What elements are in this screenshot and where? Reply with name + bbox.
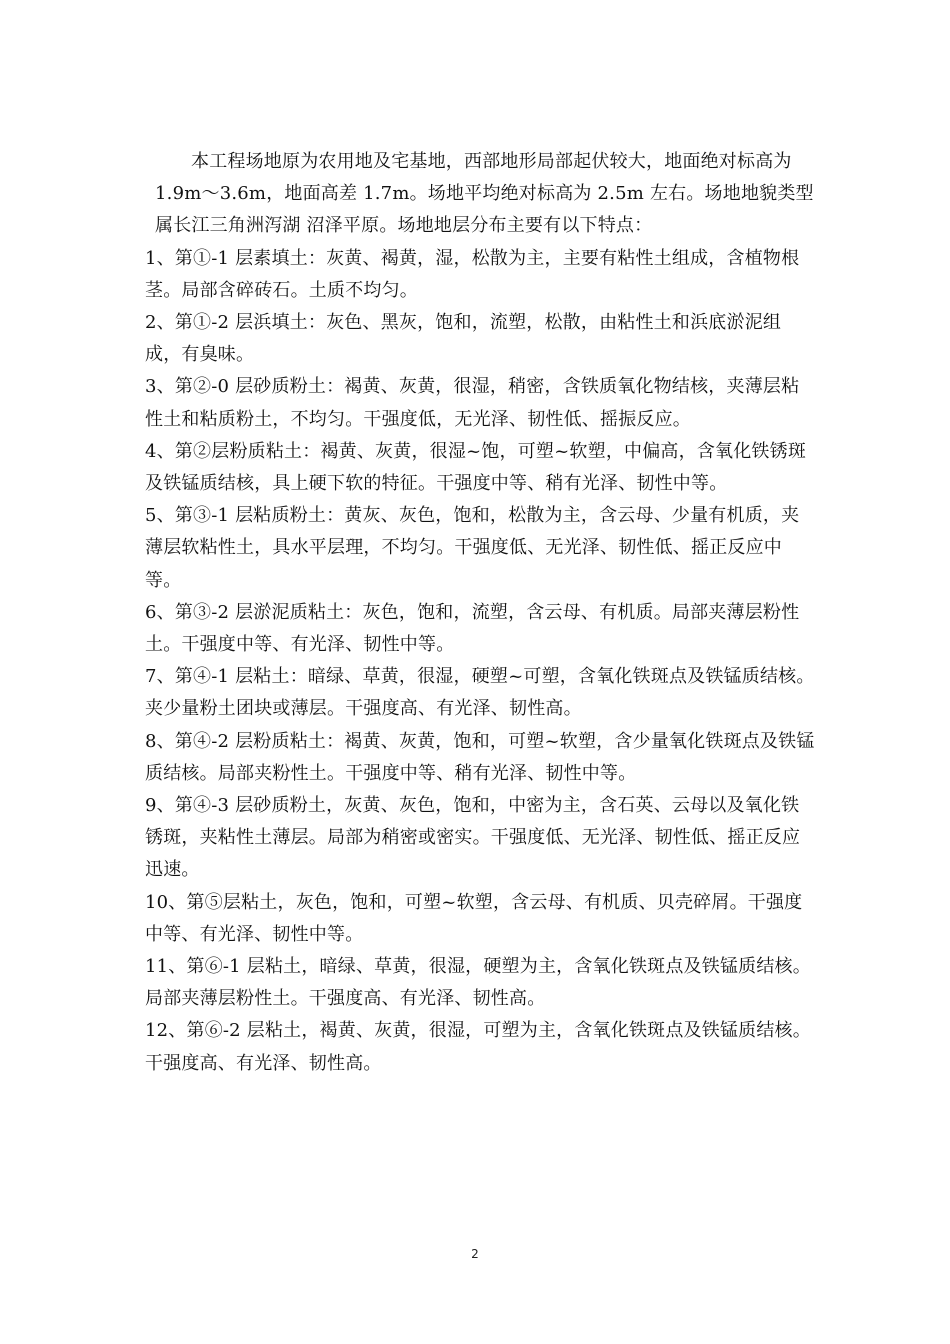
intro-paragraph: 本工程场地原为农用地及宅基地，西部地形局部起伏较大，地面绝对标高为 1.9m～3.6m，地面高差 1.7m。场地平均绝对标高为 2.5m 左右。场地地貌类型属长江三角洲泻湖 沼泽平原。场地地层分布主要有以下特点：: [155, 151, 814, 237]
page-number: 2: [471, 1247, 479, 1261]
layer-item-10: 10、第⑤层粘土，灰色，饱和，可塑~软塑，含云母、有机质、贝壳碎屑。干强度中等、有光泽、韧性中等。: [145, 891, 803, 945]
layer-item-6: 6、第③-2 层淤泥质粘土：灰色，饱和，流塑，含云母、有机质。局部夹薄层粉性土。干强度中等、有光泽、韧性中等。: [145, 601, 800, 656]
body-text: [145, 146, 815, 1080]
layer-item-3: 3、第②-0 层砂质粉土：褐黄、灰黄，很湿，稍密，含铁质氧化物结核，夹薄层粘 性土和粘质粉土，不均匀。干强度低，无光泽、韧性低、摇振反应。: [145, 376, 800, 430]
layer-item-5: 5、第③-1 层粘质粉土：黄灰、灰色，饱和，松散为主，含云母、少量有机质，夹薄层软粘性土，具水平层理，不均匀。干强度低、无光泽、韧性低、摇正反应中等。: [145, 505, 800, 591]
layer-item-9: 9、第④-3 层砂质粉土，灰黄、灰色，饱和，中密为主，含石英、云母以及氧化铁锈斑，夹粘性土薄层。局部为稍密或密实。干强度低、无光泽、韧性低、摇正反应迅速。: [145, 795, 801, 881]
layer-item-7: 7、第④-1 层粘土：暗绿、草黄，很湿，硬塑~可塑，含氧化铁斑点及铁锰质结核。夹少量粉土团块或薄层。干强度高、有光泽、韧性高。: [145, 666, 815, 720]
layer-item-1: 1、第①-1 层素填土：灰黄、褐黄，湿，松散为主，主要有粘性土组成，含植物根茎。局部含碎砖石。土质不均匀。: [145, 247, 800, 301]
layer-item-2: 2、第①-2 层浜填土：灰色、黑灰，饱和，流塑，松散，由粘性土和浜底淤泥组成，有臭味。: [145, 312, 782, 366]
layer-item-12: 12、第⑥-2 层粘土，褐黄、灰黄，很湿，可塑为主，含氧化铁斑点及铁锰质结核。干强度高、有光泽、韧性高。: [145, 1020, 811, 1074]
layer-item-8: 8、第④-2 层粉质粘土：褐黄、灰黄，饱和，可塑~软塑，含少量氧化铁斑点及铁锰质结核。局部夹粉性土。干强度中等、稍有光泽、韧性中等。: [145, 730, 815, 784]
layer-item-4: 4、第②层粉质粘土：褐黄、灰黄，很湿~饱，可塑~软塑，中偏高，含氧化铁锈斑及铁锰质结核，具上硬下软的特征。干强度中等、稍有光泽、韧性中等。: [145, 440, 807, 495]
layer-item-11: 11、第⑥-1 层粘土，暗绿、草黄，很湿，硬塑为主，含氧化铁斑点及铁锰质结核。局部夹薄层粉性土。干强度高、有光泽、韧性高。: [145, 956, 811, 1010]
